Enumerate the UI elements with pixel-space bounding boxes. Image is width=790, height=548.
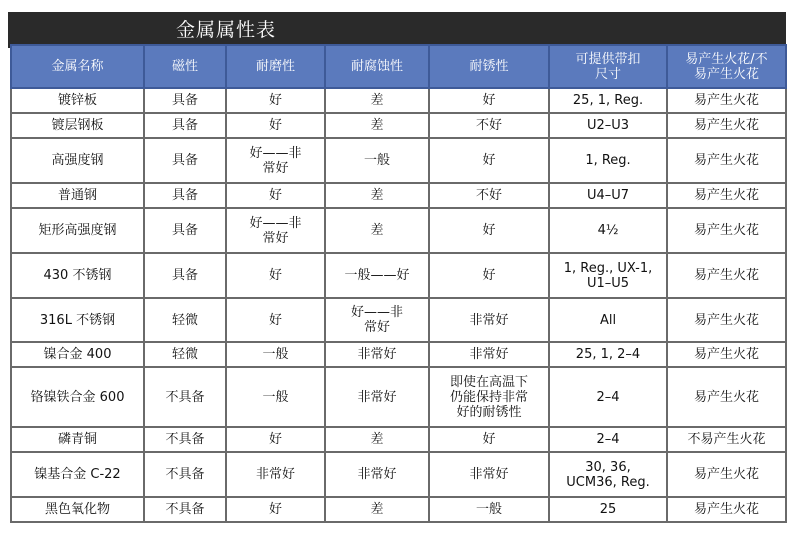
cell-rust-resistance: 不好 [429,113,549,138]
cell-magnetism: 不具备 [144,427,226,452]
cell-magnetism: 具备 [144,88,226,113]
cell-wear-resistance: 好 [226,253,325,298]
cell-wear-resistance: 好 [226,183,325,208]
cell-buckle-sizes: 2–4 [549,367,667,427]
table-row [11,208,786,253]
cell-sparking: 易产生火花 [667,208,786,253]
cell-magnetism: 具备 [144,183,226,208]
cell-wear-resistance: 好 [226,88,325,113]
header-rust-resistance: 耐锈性 [429,45,549,88]
cell-magnetism: 不具备 [144,367,226,427]
cell-rust-resistance: 好 [429,208,549,253]
cell-metal-name: 普通钢 [11,183,144,208]
header-sparking: 易产生火花/不 易产生火花 [667,45,786,88]
cell-sparking: 易产生火花 [667,138,786,183]
cell-metal-name: 镍基合金 C-22 [11,452,144,497]
cell-buckle-sizes: 25, 1, 2–4 [549,342,667,367]
cell-magnetism: 具备 [144,253,226,298]
cell-metal-name: 镀锌板 [11,88,144,113]
cell-corrosion-resistance: 差 [325,183,429,208]
cell-sparking: 易产生火花 [667,88,786,113]
cell-buckle-sizes: U4–U7 [549,183,667,208]
cell-sparking: 易产生火花 [667,367,786,427]
cell-corrosion-resistance: 非常好 [325,342,429,367]
cell-magnetism: 轻微 [144,342,226,367]
table-body [11,88,786,522]
cell-rust-resistance: 非常好 [429,298,549,342]
cell-rust-resistance: 好 [429,88,549,113]
table-row [11,367,786,427]
table-row [11,183,786,208]
title-bar [8,12,786,48]
cell-rust-resistance: 好 [429,253,549,298]
cell-corrosion-resistance: 非常好 [325,367,429,427]
cell-metal-name: 磷青铜 [11,427,144,452]
cell-corrosion-resistance: 非常好 [325,452,429,497]
cell-metal-name: 矩形高强度钢 [11,208,144,253]
table-title: 金属属性表 [176,19,277,41]
cell-wear-resistance: 一般 [226,342,325,367]
cell-metal-name: 镍合金 400 [11,342,144,367]
cell-sparking: 易产生火花 [667,298,786,342]
cell-magnetism: 轻微 [144,298,226,342]
cell-wear-resistance: 非常好 [226,452,325,497]
header-row [11,45,786,88]
cell-corrosion-resistance: 差 [325,208,429,253]
cell-buckle-sizes: 30, 36, UCM36, Reg. [549,452,667,497]
cell-buckle-sizes: 1, Reg. [549,138,667,183]
table-row [11,113,786,138]
cell-metal-name: 316L 不锈钢 [11,298,144,342]
cell-magnetism: 不具备 [144,497,226,522]
cell-corrosion-resistance: 一般 [325,138,429,183]
header-buckle-sizes: 可提供带扣 尺寸 [549,45,667,88]
cell-corrosion-resistance: 差 [325,88,429,113]
table-row [11,452,786,497]
cell-wear-resistance: 一般 [226,367,325,427]
cell-wear-resistance: 好——非 常好 [226,208,325,253]
cell-wear-resistance: 好 [226,497,325,522]
cell-wear-resistance: 好 [226,427,325,452]
cell-buckle-sizes: U2–U3 [549,113,667,138]
table-row [11,427,786,452]
cell-rust-resistance: 非常好 [429,342,549,367]
cell-wear-resistance: 好 [226,298,325,342]
header-corrosion-resistance: 耐腐蚀性 [325,45,429,88]
cell-sparking: 易产生火花 [667,342,786,367]
table-row [11,253,786,298]
cell-rust-resistance: 不好 [429,183,549,208]
cell-buckle-sizes: 4½ [549,208,667,253]
cell-magnetism: 具备 [144,208,226,253]
cell-sparking: 易产生火花 [667,497,786,522]
cell-metal-name: 高强度钢 [11,138,144,183]
cell-sparking: 不易产生火花 [667,427,786,452]
table-row [11,298,786,342]
cell-buckle-sizes: 2–4 [549,427,667,452]
cell-magnetism: 不具备 [144,452,226,497]
header-wear-resistance: 耐磨性 [226,45,325,88]
cell-buckle-sizes: All [549,298,667,342]
cell-sparking: 易产生火花 [667,183,786,208]
cell-magnetism: 具备 [144,113,226,138]
metal-properties-table [10,44,787,523]
cell-metal-name: 镀层钢板 [11,113,144,138]
header-metal-name: 金属名称 [11,45,144,88]
cell-metal-name: 铬镍铁合金 600 [11,367,144,427]
cell-metal-name: 430 不锈钢 [11,253,144,298]
cell-corrosion-resistance: 差 [325,427,429,452]
header-magnetism: 磁性 [144,45,226,88]
cell-rust-resistance: 好 [429,427,549,452]
table-row [11,497,786,522]
cell-rust-resistance: 一般 [429,497,549,522]
cell-rust-resistance: 好 [429,138,549,183]
cell-rust-resistance: 即使在高温下 仍能保持非常 好的耐锈性 [429,367,549,427]
table-row [11,138,786,183]
table-row [11,88,786,113]
cell-wear-resistance: 好 [226,113,325,138]
cell-metal-name: 黑色氧化物 [11,497,144,522]
cell-corrosion-resistance: 好——非 常好 [325,298,429,342]
cell-buckle-sizes: 25 [549,497,667,522]
cell-magnetism: 具备 [144,138,226,183]
table-row [11,342,786,367]
cell-sparking: 易产生火花 [667,452,786,497]
cell-buckle-sizes: 25, 1, Reg. [549,88,667,113]
cell-corrosion-resistance: 差 [325,497,429,522]
cell-sparking: 易产生火花 [667,253,786,298]
cell-buckle-sizes: 1, Reg., UX-1, U1–U5 [549,253,667,298]
cell-sparking: 易产生火花 [667,113,786,138]
cell-corrosion-resistance: 差 [325,113,429,138]
cell-rust-resistance: 非常好 [429,452,549,497]
cell-corrosion-resistance: 一般——好 [325,253,429,298]
cell-wear-resistance: 好——非 常好 [226,138,325,183]
